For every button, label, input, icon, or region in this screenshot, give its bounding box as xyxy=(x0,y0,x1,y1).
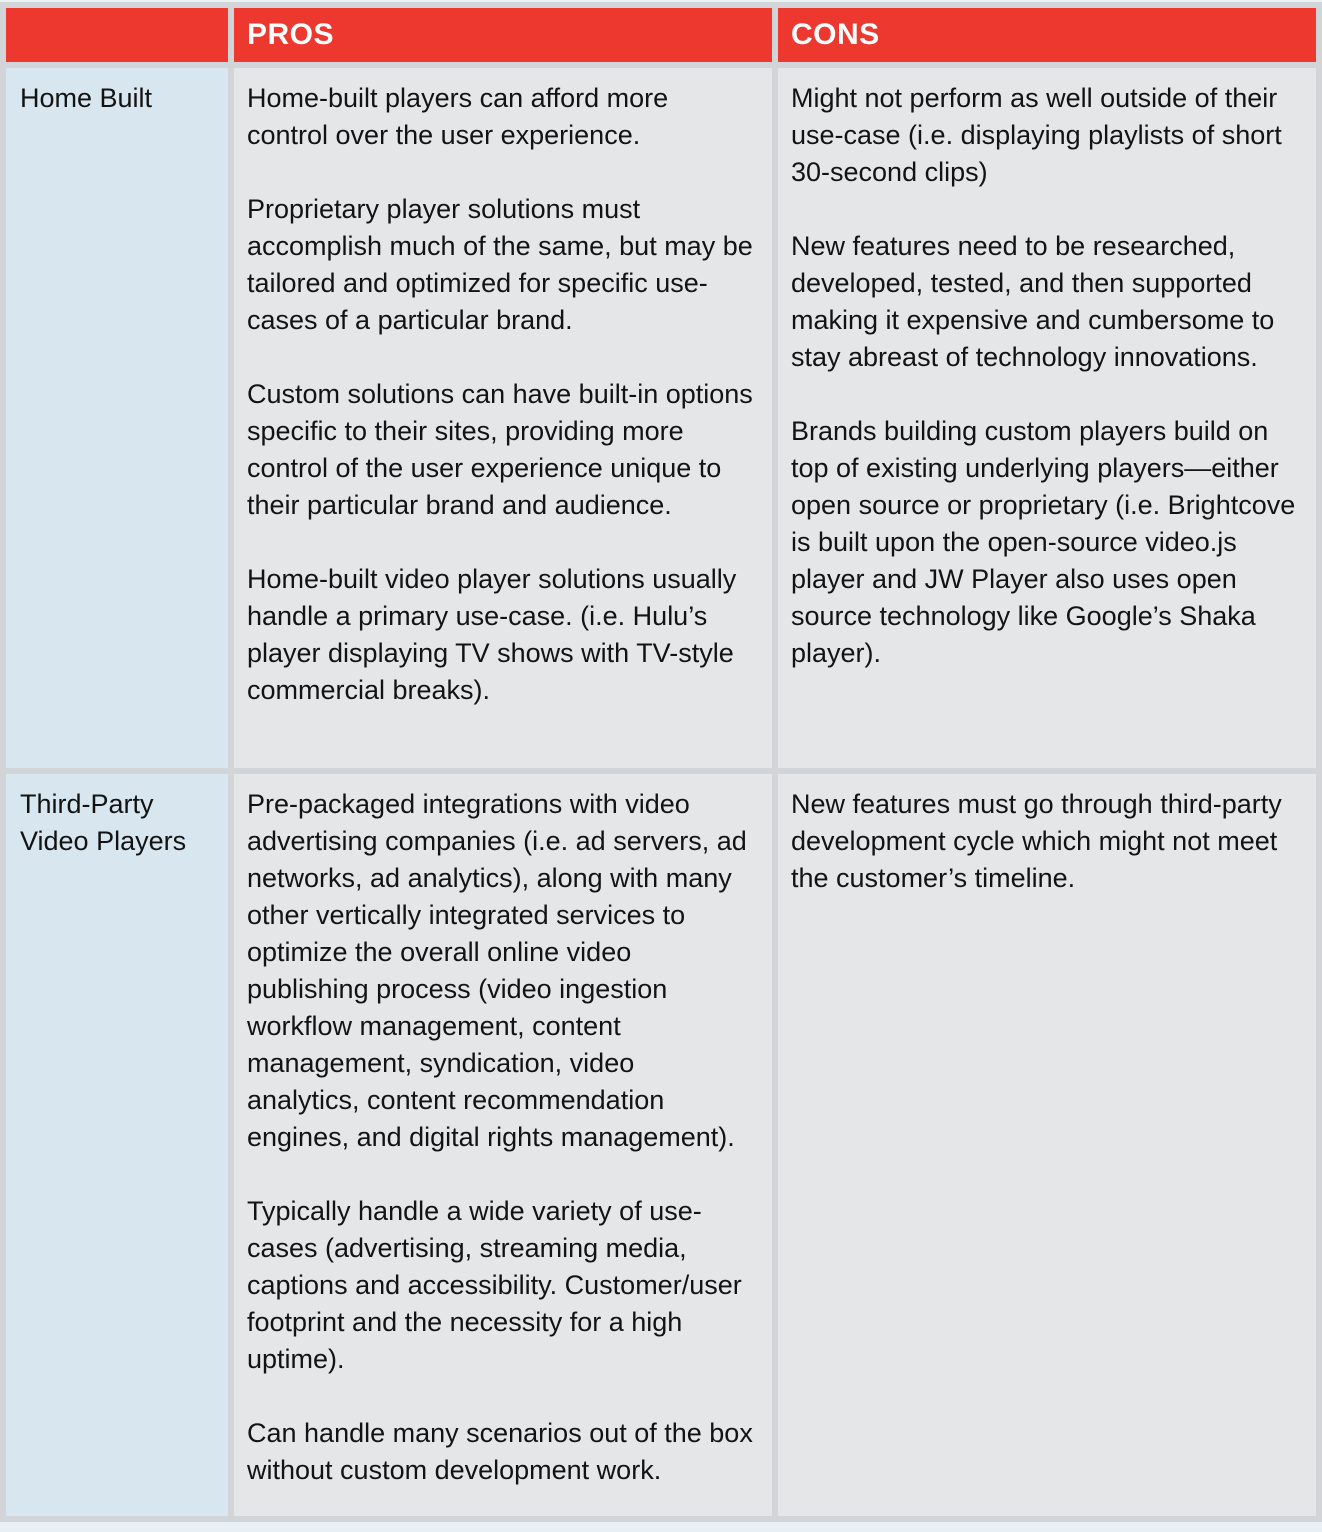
paragraph: New features must go through third-party development cycle which might not meet the customer’s timeline. xyxy=(791,789,1282,893)
paragraph: Pre-packaged integrations with video advertising companies (i.e. ad servers, ad networks, ad analytics), along with many other vertically integrated services to optimize the overall online video publishing process (video ingestion workflow management, content management, syndication, video analytics, content recommendation engines, and digital rights management). xyxy=(247,789,747,1152)
row-label-third-party-video-players xyxy=(6,774,228,1516)
paragraph: Can handle many scenarios out of the box without custom development work. xyxy=(247,1418,753,1485)
paragraph: Brands building custom players build on top of existing underlying players—either open source or proprietary (i.e. Brightcove is built upon the open-source video.js player and JW Player also uses open source technology like Google’s Shaka player). xyxy=(791,416,1296,668)
home-built-cons-cell xyxy=(778,68,1316,768)
home-built-pros-cell xyxy=(234,68,772,768)
row-label-text: Home Built xyxy=(20,83,153,113)
cons-header-label: CONS xyxy=(791,18,880,51)
row-label-text: Third-Party Video Players xyxy=(20,789,187,856)
pros-header-label: PROS xyxy=(247,18,335,51)
paragraph: Home-built players can afford more control over the user experience. xyxy=(247,83,669,150)
row-label-home-built xyxy=(6,68,228,768)
pros-column-header xyxy=(234,8,772,62)
corner-header-cell xyxy=(6,8,228,62)
third-party-pros-cell xyxy=(234,774,772,1516)
paragraph: Might not perform as well outside of their use-case (i.e. displaying playlists of short 30-second clips) xyxy=(791,83,1282,187)
paragraph: Proprietary player solutions must accomplish much of the same, but may be tailored and optimized for specific use-cases of a particular brand. xyxy=(247,194,753,335)
pros-cons-table xyxy=(0,2,1322,1522)
paragraph: Typically handle a wide variety of use-cases (advertising, streaming media, captions and accessibility. Customer/user footprint and the necessity for a high uptime). xyxy=(247,1196,742,1374)
paragraph: Home-built video player solutions usually handle a primary use-case. (i.e. Hulu’s player displaying TV shows with TV-style commercial breaks). xyxy=(247,564,737,705)
paragraph: New features need to be researched, developed, tested, and then supported making it expensive and cumbersome to stay abreast of technology innovations. xyxy=(791,231,1275,372)
paragraph: Custom solutions can have built-in options specific to their sites, providing more control of the user experience unique to their particular brand and audience. xyxy=(247,379,753,520)
cons-column-header xyxy=(778,8,1316,62)
third-party-cons-cell xyxy=(778,774,1316,1516)
